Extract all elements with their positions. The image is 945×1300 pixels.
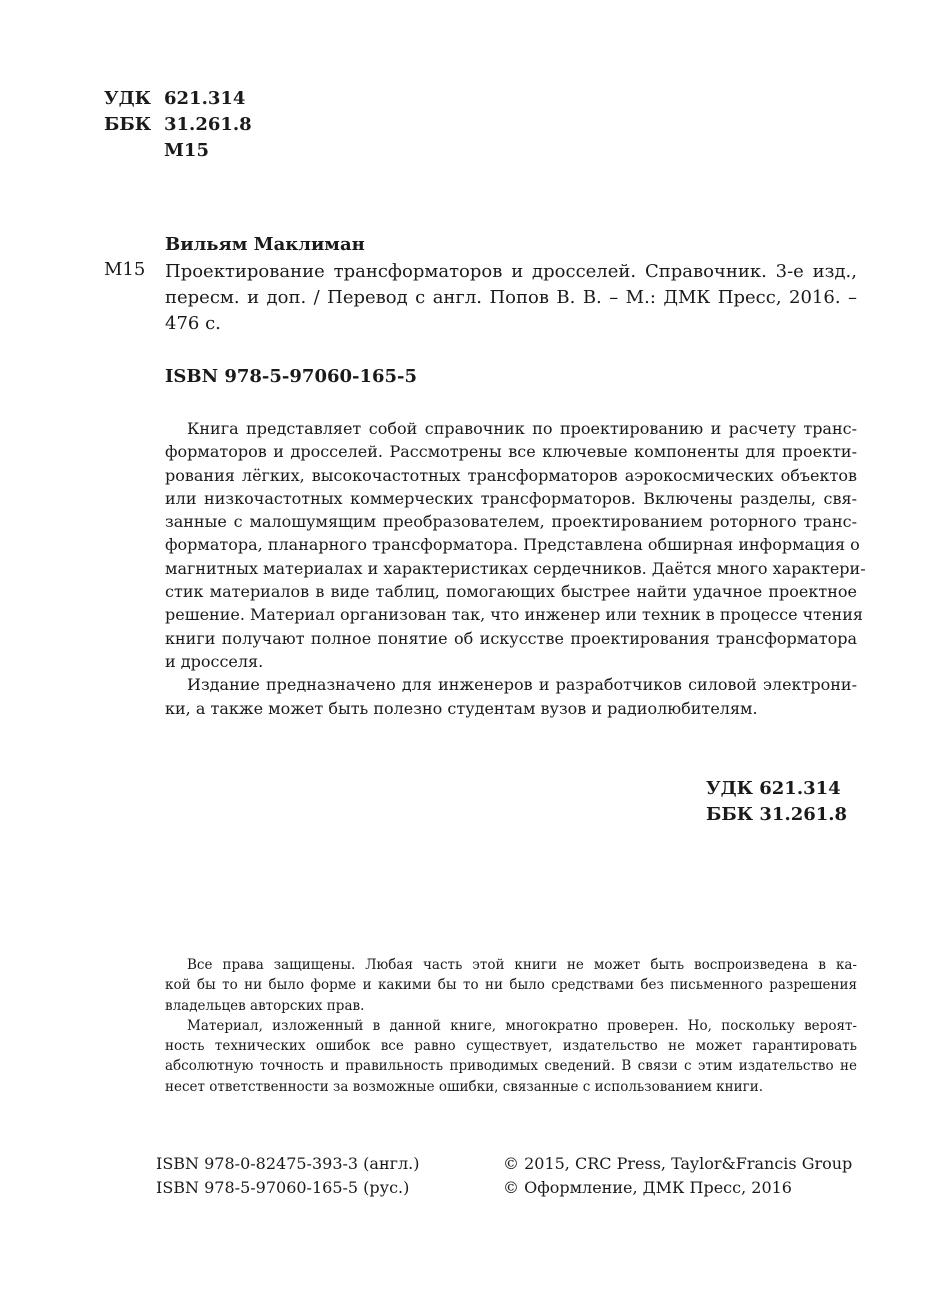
cutter-inline: М15	[104, 259, 146, 280]
bbk-right: ББК 31.261.8	[706, 804, 848, 825]
classification-right	[706, 776, 847, 828]
udk-label: УДК	[104, 88, 151, 109]
annotation-line: ки, а также может быть полезно студентам вузов и радиолюбителям.	[165, 698, 758, 718]
copyright-list	[503, 1152, 852, 1200]
rights-line: владельцев авторских прав.	[165, 997, 365, 1014]
bbk-row	[104, 112, 252, 138]
cutter-code: М15	[164, 140, 209, 161]
rights-line: Все права защищены. Любая часть этой книги не может быть воспроизведена в ка-	[187, 957, 857, 973]
author-name: Вильям Маклиман	[165, 234, 365, 255]
annotation-line: или низкочастотных коммерческих трансформаторов. Включены разделы, свя-	[165, 488, 857, 508]
rights-line: абсолютную точность и правильность приводимых сведений. В связи с этим издательство не	[165, 1058, 857, 1075]
annotation-line: форматора, планарного трансформатора. Представлена обширная информация о	[165, 535, 860, 555]
rights-line: несет ответственности за возможные ошибки, связанные с использованием книги.	[165, 1078, 763, 1095]
annotation-line: книги получают полное понятие об искусстве проектирования трансформатора	[165, 628, 857, 648]
rights-line: Материал, изложенный в данной книге, многократно проверен. Но, поскольку вероят-	[187, 1017, 857, 1034]
copyright-publisher: © 2015, CRC Press, Taylor&Francis Group	[503, 1154, 853, 1173]
annotation-line: занные с малошумящим преобразователем, проектированием роторного транс-	[165, 512, 857, 532]
isbn-russian: ISBN 978-5-97060-165-5 (рус.)	[156, 1178, 410, 1197]
isbn-main: ISBN 978-5-97060-165-5	[165, 366, 418, 387]
udk-right: УДК 621.314	[706, 778, 841, 799]
rights-line: кой бы то ни было форме и какими бы то ни было средствами без письменного разрешения	[165, 977, 857, 994]
annotation-line: Издание предназначено для инженеров и разработчиков силовой электрони-	[187, 675, 857, 695]
rights-notice	[165, 955, 857, 1097]
biblio-line: пересм. и доп. / Перевод с англ. Попов В. В. – М.: ДМК Пресс, 2016. –	[165, 287, 857, 308]
bbk-label: ББК	[104, 114, 152, 135]
annotation-line: и дросселя.	[165, 651, 264, 671]
copyright-design: © Оформление, ДМК Пресс, 2016	[503, 1178, 792, 1197]
bibliographic-description	[165, 259, 857, 337]
biblio-line: Проектирование трансформаторов и дросселей. Справочник. 3-е изд.,	[165, 261, 857, 282]
annotation-line: магнитных материалах и характеристиках сердечников. Даётся много характери-	[165, 558, 866, 578]
bbk-value: 31.261.8	[164, 114, 252, 135]
isbn-english: ISBN 978-0-82475-393-3 (англ.)	[156, 1154, 420, 1173]
annotation-line: решение. Материал организован так, что инженер или техник в процессе чтения	[165, 605, 863, 625]
annotation-line: Книга представляет собой справочник по проектированию и расчету транс-	[187, 419, 857, 438]
biblio-line: 476 с.	[165, 313, 221, 334]
rights-line: ность технических ошибок все равно существует, издательство не может гарантировать	[165, 1038, 857, 1055]
isbn-list	[156, 1152, 420, 1200]
annotation-line: рования лёгких, высокочастотных трансформаторов аэрокосмических объектов	[165, 465, 857, 485]
udk-value: 621.314	[164, 88, 246, 109]
annotation	[165, 417, 866, 720]
cutter-row	[104, 138, 252, 164]
annotation-line: стик материалов в виде таблиц, помогающих быстрее найти удачное проектное	[165, 582, 857, 602]
annotation-line: форматоров и дросселей. Рассмотрены все ключевые компоненты для проекти-	[165, 442, 857, 462]
classification-block	[104, 86, 252, 164]
udk-row	[104, 86, 252, 112]
